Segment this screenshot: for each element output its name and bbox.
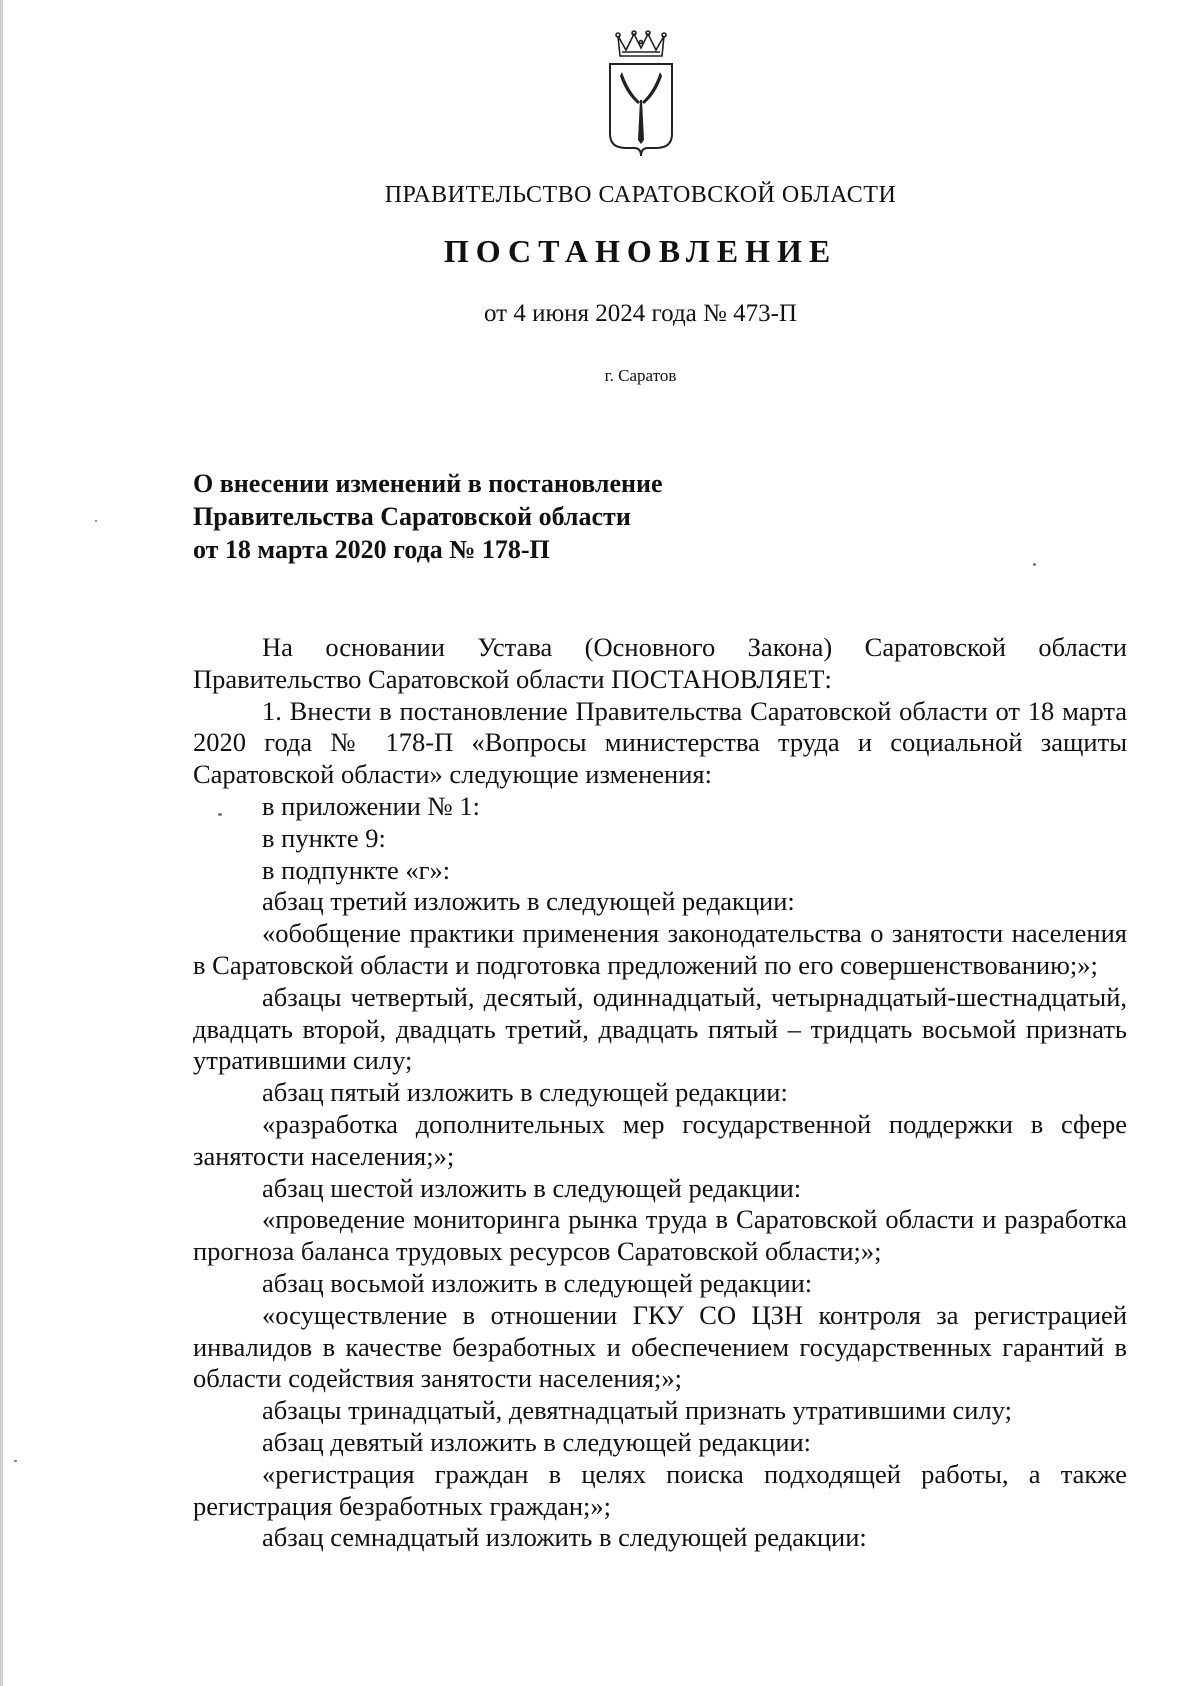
document-city: г. Саратов bbox=[604, 366, 677, 385]
scan-artifact bbox=[95, 520, 97, 522]
body-paragraph: На основании Устава (Основного Закона) Саратовской области Правительство Саратовской области ПОСТАНОВЛЯЕТ: bbox=[193, 632, 1127, 694]
body-paragraph: абзац пятый изложить в следующей редакции: bbox=[262, 1077, 788, 1108]
body-paragraph: «осуществление в отношении ГКУ СО ЦЗН контроля за регистрацией инвалидов в качестве безработных и обеспечением государственных гарантий в области содействия занятости населения;»; bbox=[193, 1299, 1127, 1394]
subject-line: О внесении изменений в постановление bbox=[193, 469, 663, 498]
document-body bbox=[193, 632, 1127, 1554]
body-paragraph: «разработка дополнительных мер государственной поддержки в сфере занятости населения;»; bbox=[193, 1108, 1127, 1171]
document-subject bbox=[193, 467, 893, 566]
body-paragraph: 1. Внести в постановление Правительства Саратовской области от 18 марта 2020 года № 178-П «Вопросы министерства труда и социальной защиты Саратовской области» следующие изменения: bbox=[193, 695, 1127, 790]
body-paragraph: абзац семнадцатый изложить в следующей редакции: bbox=[262, 1522, 867, 1553]
subject-line: Правительства Саратовской области bbox=[193, 502, 631, 531]
body-paragraph: «проведение мониторинга рынка труда в Саратовской области и разработка прогноза баланса трудовых ресурсов Саратовской области;»; bbox=[193, 1204, 1127, 1267]
subject-line: от 18 марта 2020 года № 178-П bbox=[193, 535, 550, 564]
scan-artifact bbox=[218, 813, 222, 816]
document-type-title: ПОСТАНОВЛЕНИЕ bbox=[443, 233, 838, 269]
body-paragraph: в подпункте «г»: bbox=[262, 854, 451, 885]
coat-of-arms-emblem bbox=[598, 30, 684, 160]
scan-artifact bbox=[14, 1460, 17, 1462]
body-paragraph: в пункте 9: bbox=[262, 822, 386, 853]
scan-artifact bbox=[1033, 563, 1036, 566]
body-paragraph: «регистрация граждан в целях поиска подходящей работы, а также регистрация безработных граждан;»; bbox=[193, 1458, 1127, 1521]
body-paragraph: «обобщение практики применения законодательства о занятости населения в Саратовской области и подготовка предложений по его совершенствованию;»; bbox=[193, 918, 1127, 980]
government-name: ПРАВИТЕЛЬСТВО САРАТОВСКОЙ ОБЛАСТИ bbox=[384, 182, 897, 208]
body-paragraph: абзацы четвертый, десятый, одиннадцатый, четырнадцатый-шестнадцатый, двадцать второй, двадцать третий, двадцать пятый – тридцать восьмой признать утратившими силу; bbox=[193, 981, 1127, 1076]
body-paragraph: абзац шестой изложить в следующей редакции: bbox=[262, 1172, 802, 1203]
body-paragraph: абзац девятый изложить в следующей редакции: bbox=[262, 1426, 812, 1457]
document-date-number: от 4 июня 2024 года № 473-П bbox=[484, 300, 797, 327]
body-paragraph: абзацы тринадцатый, девятнадцатый признать утратившими силу; bbox=[262, 1395, 1012, 1426]
body-paragraph: абзац третий изложить в следующей редакции: bbox=[262, 886, 795, 917]
body-paragraph: в приложении № 1: bbox=[262, 790, 480, 821]
body-paragraph: абзац восьмой изложить в следующей редакции: bbox=[262, 1267, 813, 1298]
